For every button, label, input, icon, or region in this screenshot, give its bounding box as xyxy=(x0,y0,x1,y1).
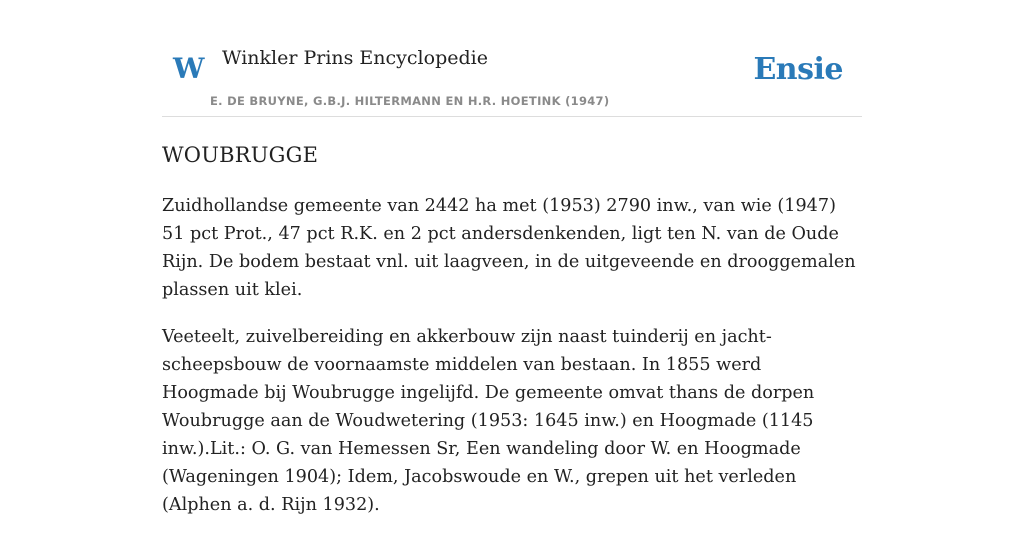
article-paragraph: Zuidhollandse gemeente van 2442 ha met (1953) 2790 inw., van wie (1947) 51 pct Prot., 47 pct R.K. en 2 pct andersdenkenden, ligt ten N. van de Oude Rijn. De bodem bestaat vnl. uit laagveen, in de uitgeveende en drooggemalen plassen uit klei. xyxy=(162,196,856,300)
article-headword: WOUBRUGGE xyxy=(162,143,319,167)
site-header xyxy=(162,0,862,117)
site-title[interactable]: Winkler Prins Encyclopedie xyxy=(222,47,488,69)
winkler-prins-logo[interactable]: W xyxy=(173,52,205,85)
article-paragraph: Veeteelt, zuivelbereiding en akkerbouw zijn naast tuinderij en jacht-scheepsbouw de voornaamste middelen van bestaan. In 1855 werd Hoogmade bij Woubrugge ingelijfd. De gemeente omvat thans de dorpen Woubrugge aan de Woudwetering (1953: 1645 inw.) en Hoogmade (1145 inw.).Lit.: O. G. van Hemessen Sr, Een wandeling door W. en Hoogmade (Wageningen 1904); Idem, Jacobswoude en W., grepen uit het verleden (Alphen a. d. Rijn 1932). xyxy=(162,327,815,515)
authors-line: E. DE BRUYNE, G.B.J. HILTERMANN EN H.R. HOETINK (1947) xyxy=(210,94,610,108)
ensie-logo[interactable]: Ensie xyxy=(753,52,843,87)
article-body xyxy=(162,192,862,538)
